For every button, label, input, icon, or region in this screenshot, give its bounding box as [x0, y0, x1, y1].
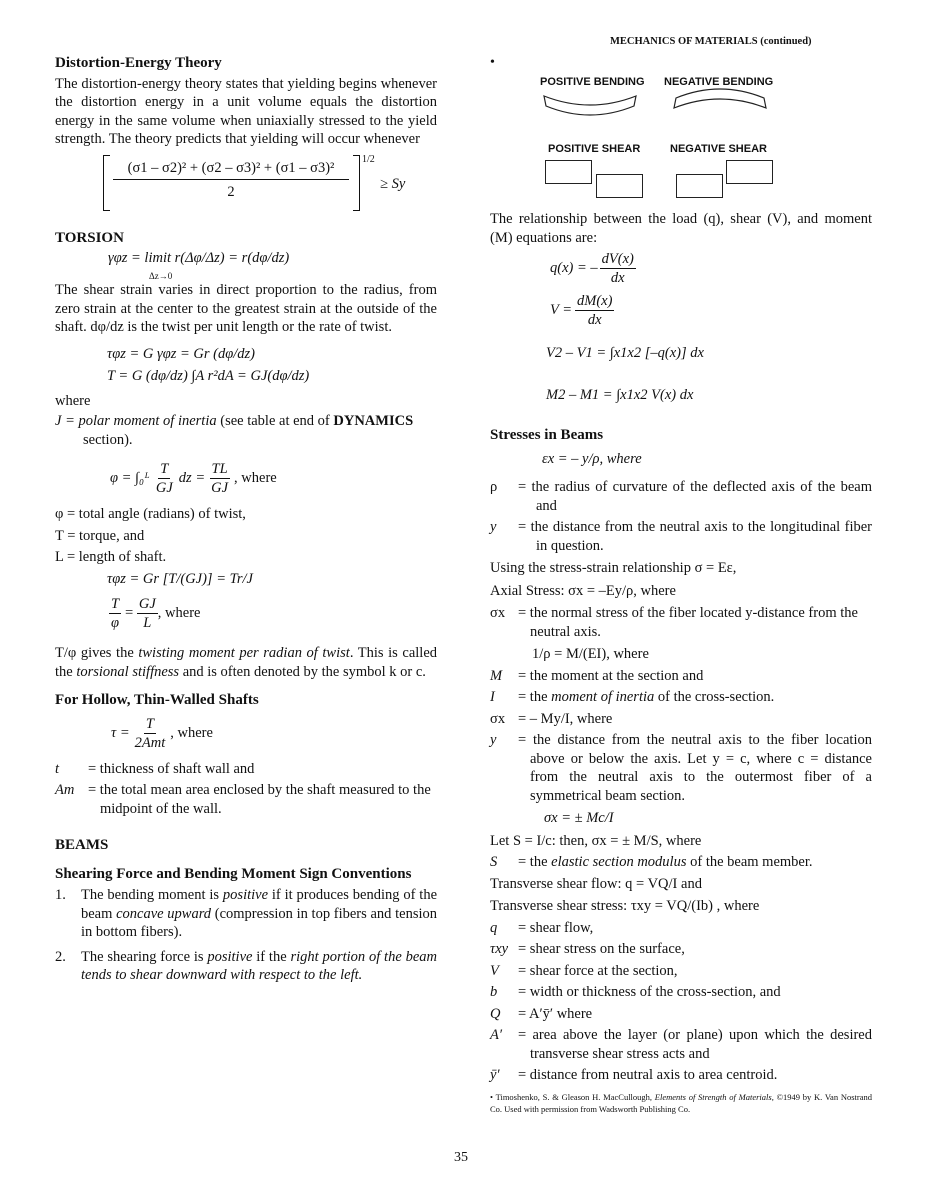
negative-shear-left-block — [676, 174, 723, 198]
twist-definitions — [55, 505, 437, 567]
footnote: • Timoshenko, S. & Gleason H. MacCullough, Elements of Strength of Materials, ©1949 by K. Van Nostrand Co. Used with permission from Wadsworth Publishing Co. — [490, 1091, 872, 1114]
load-shear-moment-paragraph: The relationship between the load (q), shear (V), and moment (M) equations are: — [490, 211, 872, 246]
max-stress-eq: σx = ± Mc/I — [544, 810, 614, 826]
def-v: V = shear force at the section, — [490, 962, 678, 979]
def-area-above: A′ = area above the layer (or plane) upon which the desired transverse shear stress acts and — [490, 1027, 872, 1062]
twist-angle-equation: φ = ∫₀ᴸ $\frac{T}{GJ}$ dz = $\frac{TL}{GJ}$ , where — [110, 460, 277, 496]
def-q: q = shear flow, — [490, 919, 594, 936]
label-negative-shear: NEGATIVE SHEAR — [670, 143, 767, 155]
bending-shapes — [540, 88, 800, 116]
hooke-line: Using the stress-strain relationship σ = Eε, — [490, 560, 737, 576]
de-eq-exponent: 1/2 — [362, 153, 375, 165]
def-torque: T = torque, and — [55, 527, 145, 544]
load-equation: q(x) = – $\frac{dV(x)}{dx}$ — [550, 251, 634, 286]
shear-stress-line: Transverse shear stress: τxy = VQ/(Ib) , where — [490, 898, 760, 914]
torsional-stiffness-eq: $\frac{T}{\varphi}$ = $\frac{GJ}{L}$ , where — [111, 595, 201, 631]
def-centroid-distance: ȳ′ = distance from neutral axis to area centroid. — [490, 1067, 778, 1083]
where-label: where — [55, 392, 91, 409]
sign-rule-2: 2. The shearing force is positive if the right portion of the beam tends to shear downward with respect to the left. — [55, 948, 437, 983]
de-eq-denominator: 2 — [227, 183, 235, 200]
positive-bending-beam — [544, 96, 636, 115]
def-inertia: I = the moment of inertia of the cross-section. — [490, 689, 775, 705]
moment-integral-equation: M2 – M1 = ∫x1x2 V(x) dx — [546, 387, 694, 403]
shear-stress-torsion-eq: τφz = Gr [T/(GJ)] = Tr/J — [107, 570, 253, 587]
def-phi: φ = total angle (radians) of twist, — [55, 506, 246, 522]
de-eq-rhs: ≥ Sy — [380, 175, 406, 192]
stress-definitions — [490, 478, 872, 1115]
section-modulus-line: Let S = I/c: then, σx = ± M/S, where — [490, 832, 702, 849]
right-column — [490, 54, 872, 1134]
def-b: b = width or thickness of the cross-section, and — [490, 984, 781, 1000]
hollow-shafts-heading: For Hollow, Thin-Walled Shafts — [55, 692, 259, 708]
bending-stress-eq: σx = – My/I, where — [490, 710, 613, 727]
distortion-energy-equation — [55, 155, 437, 217]
def-moment: M = the moment at the section and — [490, 667, 704, 684]
page-number: 35 — [454, 1150, 468, 1165]
torsion-heading: TORSION — [55, 229, 124, 246]
beams-heading: BEAMS — [55, 837, 109, 853]
shear-flow-line: Transverse shear flow: q = VQ/I and — [490, 875, 702, 892]
positive-shear-left-block — [545, 160, 592, 184]
sign-rule-1: 1. The bending moment is positive if it produces bending of the beam concave upward (compression in top fibers and tension in bottom fibers). — [55, 887, 437, 940]
axial-stress-line: Axial Stress: σx = –Ey/ρ, where — [490, 582, 676, 599]
left-column — [55, 54, 437, 985]
torsion-eq2: τφz = G γφz = Gr (dφ/dz) — [107, 345, 255, 362]
shear-equation: V = $\frac{dM(x)}{dx}$ — [550, 293, 613, 328]
def-mean-area: Am = the total mean area enclosed by the shaft measured to the midpoint of the wall. — [55, 782, 431, 817]
def-length: L = length of shaft. — [55, 549, 167, 565]
stresses-in-beams-heading: Stresses in Beams — [490, 427, 604, 443]
strain-equation: εx = – y/ρ, where — [542, 451, 642, 467]
negative-bending-beam — [674, 89, 766, 108]
shear-integral-equation: V2 – V1 = ∫x1x2 [–q(x)] dx — [546, 345, 704, 361]
def-sigma-x: σx = the normal stress of the fiber located y-distance from the neutral axis. — [490, 605, 858, 640]
torsional-stiffness-paragraph: T/φ gives the twisting moment per radian of twist. This is called the torsional stiffness and is often denoted by the symbol k or c. — [55, 645, 438, 680]
def-rho: ρ = the radius of curvature of the deflected axis of the beam and — [490, 479, 872, 514]
torsion-eq3: T = G (dφ/dz) ∫A r²dA = GJ(dφ/dz) — [107, 368, 310, 384]
def-wall-thickness: t = thickness of shaft wall and — [55, 760, 255, 777]
running-title: MECHANICS OF MATERIALS (continued) — [610, 36, 812, 47]
hollow-shaft-eq: τ = $\frac{T}{\text{2Amt}}$ , where — [111, 716, 213, 751]
torsion-paragraph: The shear strain varies in direct proportion to the radius, from zero strain at the center to the greatest strain at the outside of the shaft. dφ/dz is the twist per unit length or the rate of twist. — [55, 282, 437, 335]
bullet-mark: • — [490, 55, 495, 70]
label-positive-bending: POSITIVE BENDING — [540, 76, 645, 88]
def-y-fiber: y = the distance from the neutral axis to the fiber location above or below the axis. Let y = c, where c = distance from the neutral axis to the outermost fiber of a symmetrical beam section. — [490, 732, 872, 804]
label-positive-shear: POSITIVE SHEAR — [548, 143, 641, 155]
sign-conventions-heading: Shearing Force and Bending Moment Sign Conventions — [55, 865, 412, 882]
curvature-equation: 1/ρ = M/(EI), where — [532, 646, 649, 662]
label-negative-bending: NEGATIVE BENDING — [664, 76, 774, 88]
distortion-energy-heading: Distortion-Energy Theory — [55, 55, 222, 71]
de-eq-numerator: (σ1 – σ2)² + (σ2 – σ3)² + (σ1 – σ3)² — [113, 157, 349, 180]
def-tau-xy: τxy = shear stress on the surface, — [490, 941, 685, 957]
def-first-moment: Q = A′ȳ′ where — [490, 1005, 593, 1022]
positive-shear-right-block — [596, 174, 643, 198]
sign-convention-diagrams — [490, 68, 872, 198]
distortion-energy-paragraph: The distortion-energy theory states that yielding begins whenever the distortion energy in a unit volume equals the distortion energy in the same volume when uniaxially stressed to the yield strength. The theory predicts that yielding will occur whenever — [55, 75, 437, 147]
hollow-definitions — [55, 760, 437, 819]
torsion-eq1: γφz = limit r(Δφ/Δz) = r(dφ/dz) Δz→0 — [108, 250, 290, 281]
def-y: y = the distance from the neutral axis to the longitudinal fiber in question. — [490, 519, 872, 554]
def-section-modulus: S = the elastic section modulus of the beam member. — [490, 854, 813, 870]
negative-shear-right-block — [726, 160, 773, 184]
polar-moment-definition: J = polar moment of inertia (see table at end of DYNAMICS section). — [55, 413, 414, 448]
